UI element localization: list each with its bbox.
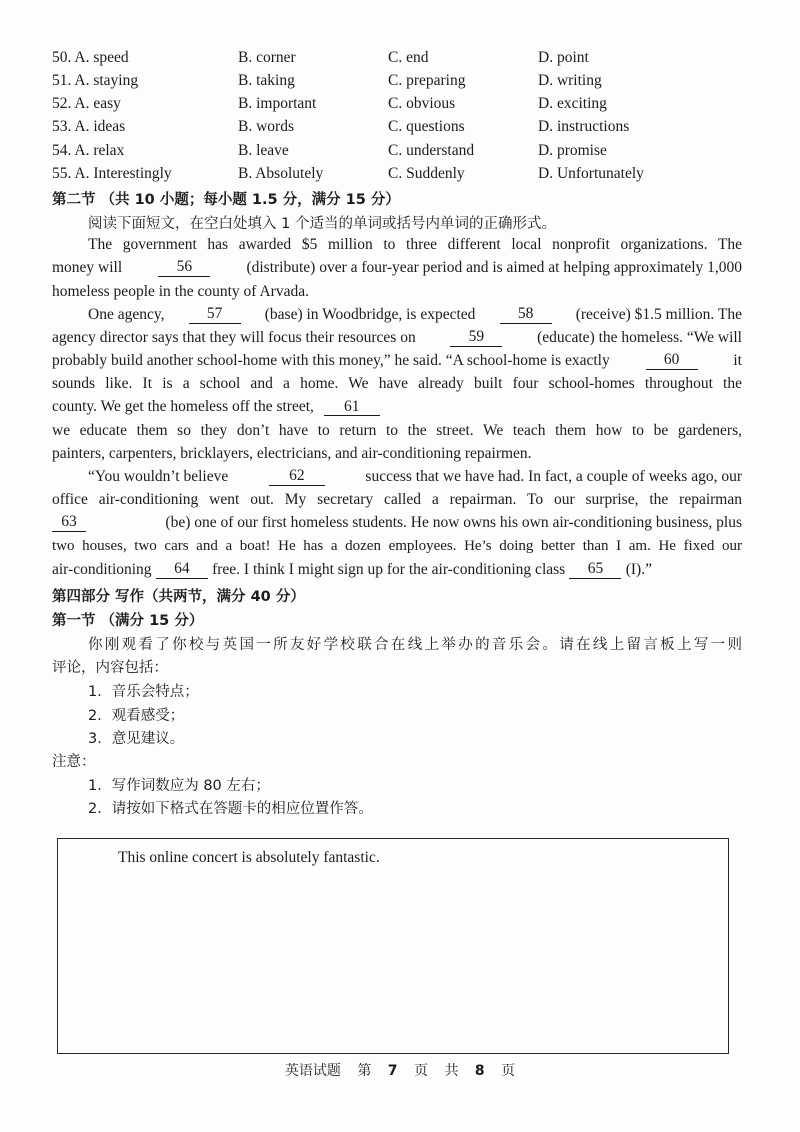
footer-ye2: 页 — [501, 1063, 516, 1079]
option-row-53 — [52, 118, 772, 141]
passage-line — [88, 468, 742, 486]
option-a: 53. A. ideas — [52, 118, 126, 135]
footer-total-pages: 8 — [474, 1063, 485, 1079]
passage-line — [52, 259, 742, 277]
option-b: B. taking — [238, 72, 295, 89]
prompt-item: 1．音乐会特点； — [88, 684, 199, 700]
passage-line: The government has awarded $5 million to three different local nonprofit organizations. The — [88, 236, 742, 253]
section2-heading: 第二节 （共 10 小题；每小题 1.5 分，满分 15 分） — [52, 192, 400, 208]
option-a: 55. A. Interestingly — [52, 165, 172, 182]
text: agency director says that they will focus their resources on — [52, 329, 416, 346]
option-c: C. understand — [388, 142, 475, 159]
option-row-55 — [52, 165, 772, 188]
text: county. We get the homeless off the street, — [52, 398, 314, 415]
option-row-52 — [52, 95, 772, 118]
footer-subject: 英语试题 — [284, 1063, 341, 1079]
passage-line: homeless people in the county of Arvada. — [52, 283, 309, 300]
passage-line: two houses, two cars and a boat! He has a dozen employees. He’s doing better than I am. He fixed our — [52, 538, 742, 554]
text: air-conditioning — [52, 561, 152, 578]
option-c: C. questions — [388, 118, 465, 135]
passage-line — [52, 352, 742, 370]
passage-line — [52, 398, 380, 416]
text: (educate) the homeless. “We will — [537, 329, 742, 346]
page-footer — [0, 1060, 800, 1080]
passage-line: we educate them so they don’t have to return to the street. We teach them how to be gardeners, — [52, 422, 742, 439]
text: (base) in Woodbridge, is expected — [264, 306, 476, 323]
text: (receive) $1.5 million. The — [575, 306, 742, 323]
option-c: C. Suddenly — [388, 165, 465, 182]
option-d: D. instructions — [538, 118, 630, 135]
option-d: D. point — [538, 49, 589, 66]
option-row-54 — [52, 142, 772, 165]
option-c: C. preparing — [388, 72, 466, 89]
passage-line: office air-conditioning went out. My secretary called a repairman. To our surprise, the repairman — [52, 491, 742, 508]
blank-56[interactable]: 56 — [158, 259, 210, 277]
option-row-50 — [52, 49, 772, 72]
blank-61[interactable]: 61 — [324, 399, 380, 416]
text: (I).” — [625, 561, 652, 578]
answer-box[interactable] — [57, 838, 729, 1054]
passage-line: sounds like. It is a school and a home. We have already built four school-homes throughout the — [52, 375, 742, 392]
blank-63[interactable]: 63 — [52, 514, 86, 532]
option-d: D. Unfortunately — [538, 165, 644, 182]
passage-line — [88, 306, 742, 324]
text: (be) one of our first homeless students. He now owns his own air-conditioning business, plus — [165, 514, 742, 531]
option-b: B. Absolutely — [238, 165, 324, 182]
option-b: B. leave — [238, 142, 289, 159]
text: “You wouldn’t believe — [88, 468, 229, 485]
note-item: 1．写作词数应为 80 左右； — [88, 778, 270, 794]
prompt-line: 你刚观看了你校与英国一所友好学校联合在线上举办的音乐会。请在线上留言板上写一则 — [88, 637, 742, 653]
blank-57[interactable]: 57 — [189, 306, 241, 324]
option-c: C. obvious — [388, 95, 456, 112]
blank-62[interactable]: 62 — [269, 468, 325, 486]
passage-line: painters, carpenters, bricklayers, electricians, and air-conditioning repairmen. — [52, 445, 532, 462]
blank-65[interactable]: 65 — [569, 561, 621, 579]
part4-heading: 第四部分 写作（共两节，满分 40 分） — [52, 589, 305, 605]
option-b: B. corner — [238, 49, 296, 66]
option-a: 54. A. relax — [52, 142, 125, 159]
part4-section1: 第一节 （满分 15 分） — [52, 613, 204, 629]
blank-64[interactable]: 64 — [156, 561, 208, 579]
option-b: B. important — [238, 95, 317, 112]
answer-opening-sentence: This online concert is absolutely fantastic. — [118, 849, 380, 866]
passage-line — [52, 561, 652, 579]
blank-59[interactable]: 59 — [450, 329, 502, 347]
note-label: 注意： — [52, 754, 96, 770]
prompt-item: 3．意见建议。 — [88, 731, 185, 747]
footer-di: 第 — [357, 1063, 372, 1079]
section2-instruction: 阅读下面短文，在空白处填入 1 个适当的单词或括号内单词的正确形式。 — [88, 216, 556, 232]
text: One agency, — [88, 306, 165, 323]
text: free. I think I might sign up for the air-conditioning class — [212, 561, 566, 578]
footer-ye: 页 — [414, 1063, 428, 1079]
option-a: 51. A. staying — [52, 72, 139, 89]
footer-gong: 共 — [444, 1063, 459, 1079]
prompt-line: 评论，内容包括： — [52, 660, 168, 676]
text: it — [733, 352, 742, 369]
option-a: 50. A. speed — [52, 49, 129, 66]
passage-line — [52, 329, 742, 347]
option-d: D. exciting — [538, 95, 607, 112]
option-a: 52. A. easy — [52, 95, 121, 112]
option-d: D. writing — [538, 72, 602, 89]
footer-page-number: 7 — [387, 1063, 398, 1079]
text: (distribute) over a four-year period and is aimed at helping approximately 1,000 — [246, 259, 742, 276]
prompt-item: 2．观看感受； — [88, 708, 185, 724]
option-row-51 — [52, 72, 772, 95]
text: success that we have had. In fact, a couple of weeks ago, our — [365, 468, 742, 485]
blank-58[interactable]: 58 — [500, 306, 552, 324]
text: money will — [52, 259, 123, 276]
passage-line — [52, 514, 742, 532]
blank-60[interactable]: 60 — [646, 352, 698, 370]
option-c: C. end — [388, 49, 429, 66]
option-d: D. promise — [538, 142, 607, 159]
text: probably build another school-home with this money,” he said. “A school-home is exactly — [52, 352, 610, 369]
option-b: B. words — [238, 118, 294, 135]
note-item: 2．请按如下格式在答题卡的相应位置作答。 — [88, 801, 373, 817]
